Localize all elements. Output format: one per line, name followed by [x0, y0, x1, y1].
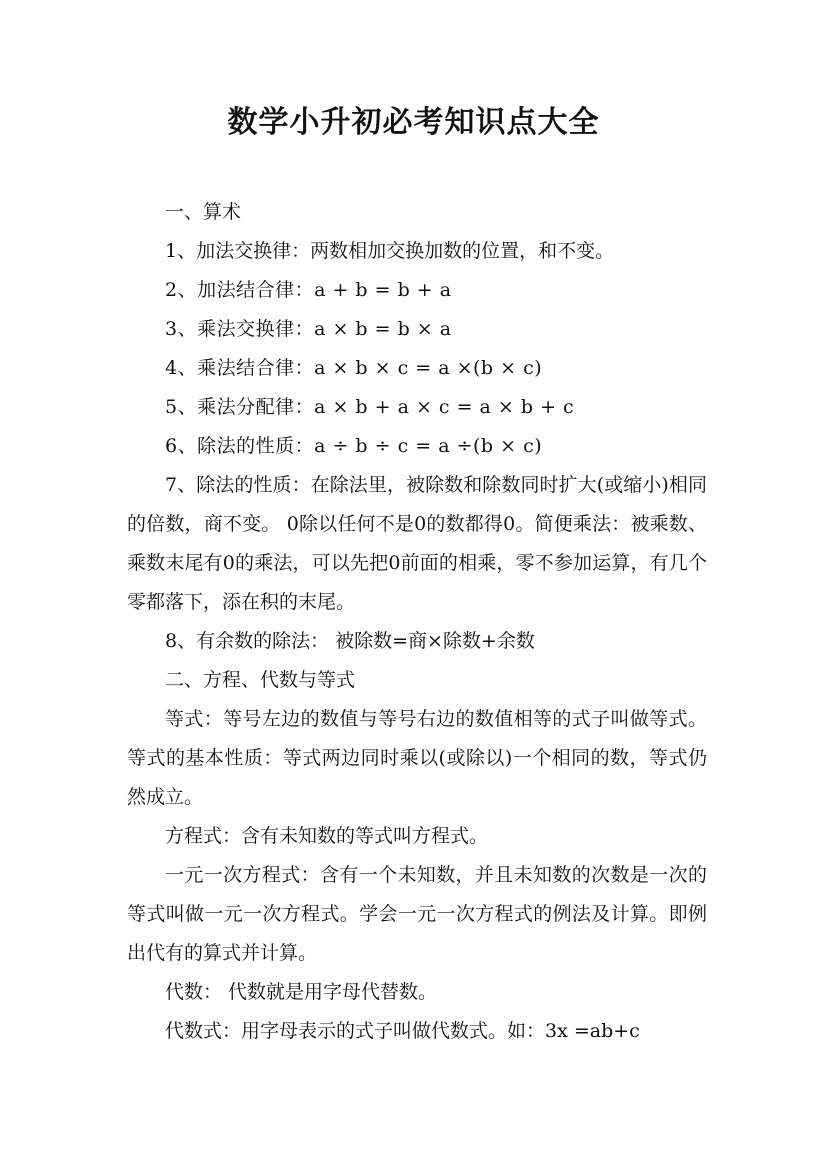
section-heading-arithmetic: 一、算术 [165, 201, 242, 223]
paragraph-division-property-2: 7、除法的性质：在除法里，被除数和除数同时扩大(或缩小)相同的倍数，商不变。 0除以任何不是0的数都得0。简便乘法：被乘数、乘数末尾有0的乘法，可以先把0前面的相乘，零不参加运算，有几个零都落下，添在积的末尾。 [127, 474, 707, 613]
paragraph-division-property: 6、除法的性质：a ÷ b ÷ c = a ÷(b × c) [165, 435, 543, 457]
document-body [127, 193, 707, 1051]
paragraph-multiplication-associative: 4、乘法结合律：a × b × c = a ×(b × c) [165, 357, 543, 379]
paragraph-equality: 等式：等号左边的数值与等号右边的数值相等的式子叫做等式。 等式的基本性质：等式两边同时乘以(或除以)一个相同的数，等式仍然成立。 [127, 708, 707, 808]
paragraph-division-remainder: 8、有余数的除法： 被除数=商×除数+余数 [165, 630, 535, 652]
paragraph-addition-associative: 2、加法结合律：a + b = b + a [165, 279, 452, 301]
section-heading-equations: 二、方程、代数与等式 [165, 669, 356, 691]
paragraph-multiplication-distributive: 5、乘法分配律：a × b + a × c = a × b + c [165, 396, 575, 418]
paragraph-addition-commutative: 1、加法交换律：两数相加交换加数的位置，和不变。 [165, 240, 615, 262]
paragraph-algebra: 代数： 代数就是用字母代替数。 [165, 981, 438, 1003]
paragraph-equation: 方程式：含有未知数的等式叫方程式。 [165, 825, 489, 847]
document-title: 数学小升初必考知识点大全 [227, 105, 600, 140]
paragraph-linear-equation: 一元一次方程式：含有一个未知数，并且未知数的次数是一次的等式叫做一元一次方程式。学会一元一次方程式的例法及计算。即例出代有的算式并计算。 [127, 864, 707, 964]
paragraph-multiplication-commutative: 3、乘法交换律：a × b = b × a [165, 318, 452, 340]
paragraph-algebraic-expression: 代数式：用字母表示的式子叫做代数式。如：3x =ab+c [165, 1020, 640, 1042]
